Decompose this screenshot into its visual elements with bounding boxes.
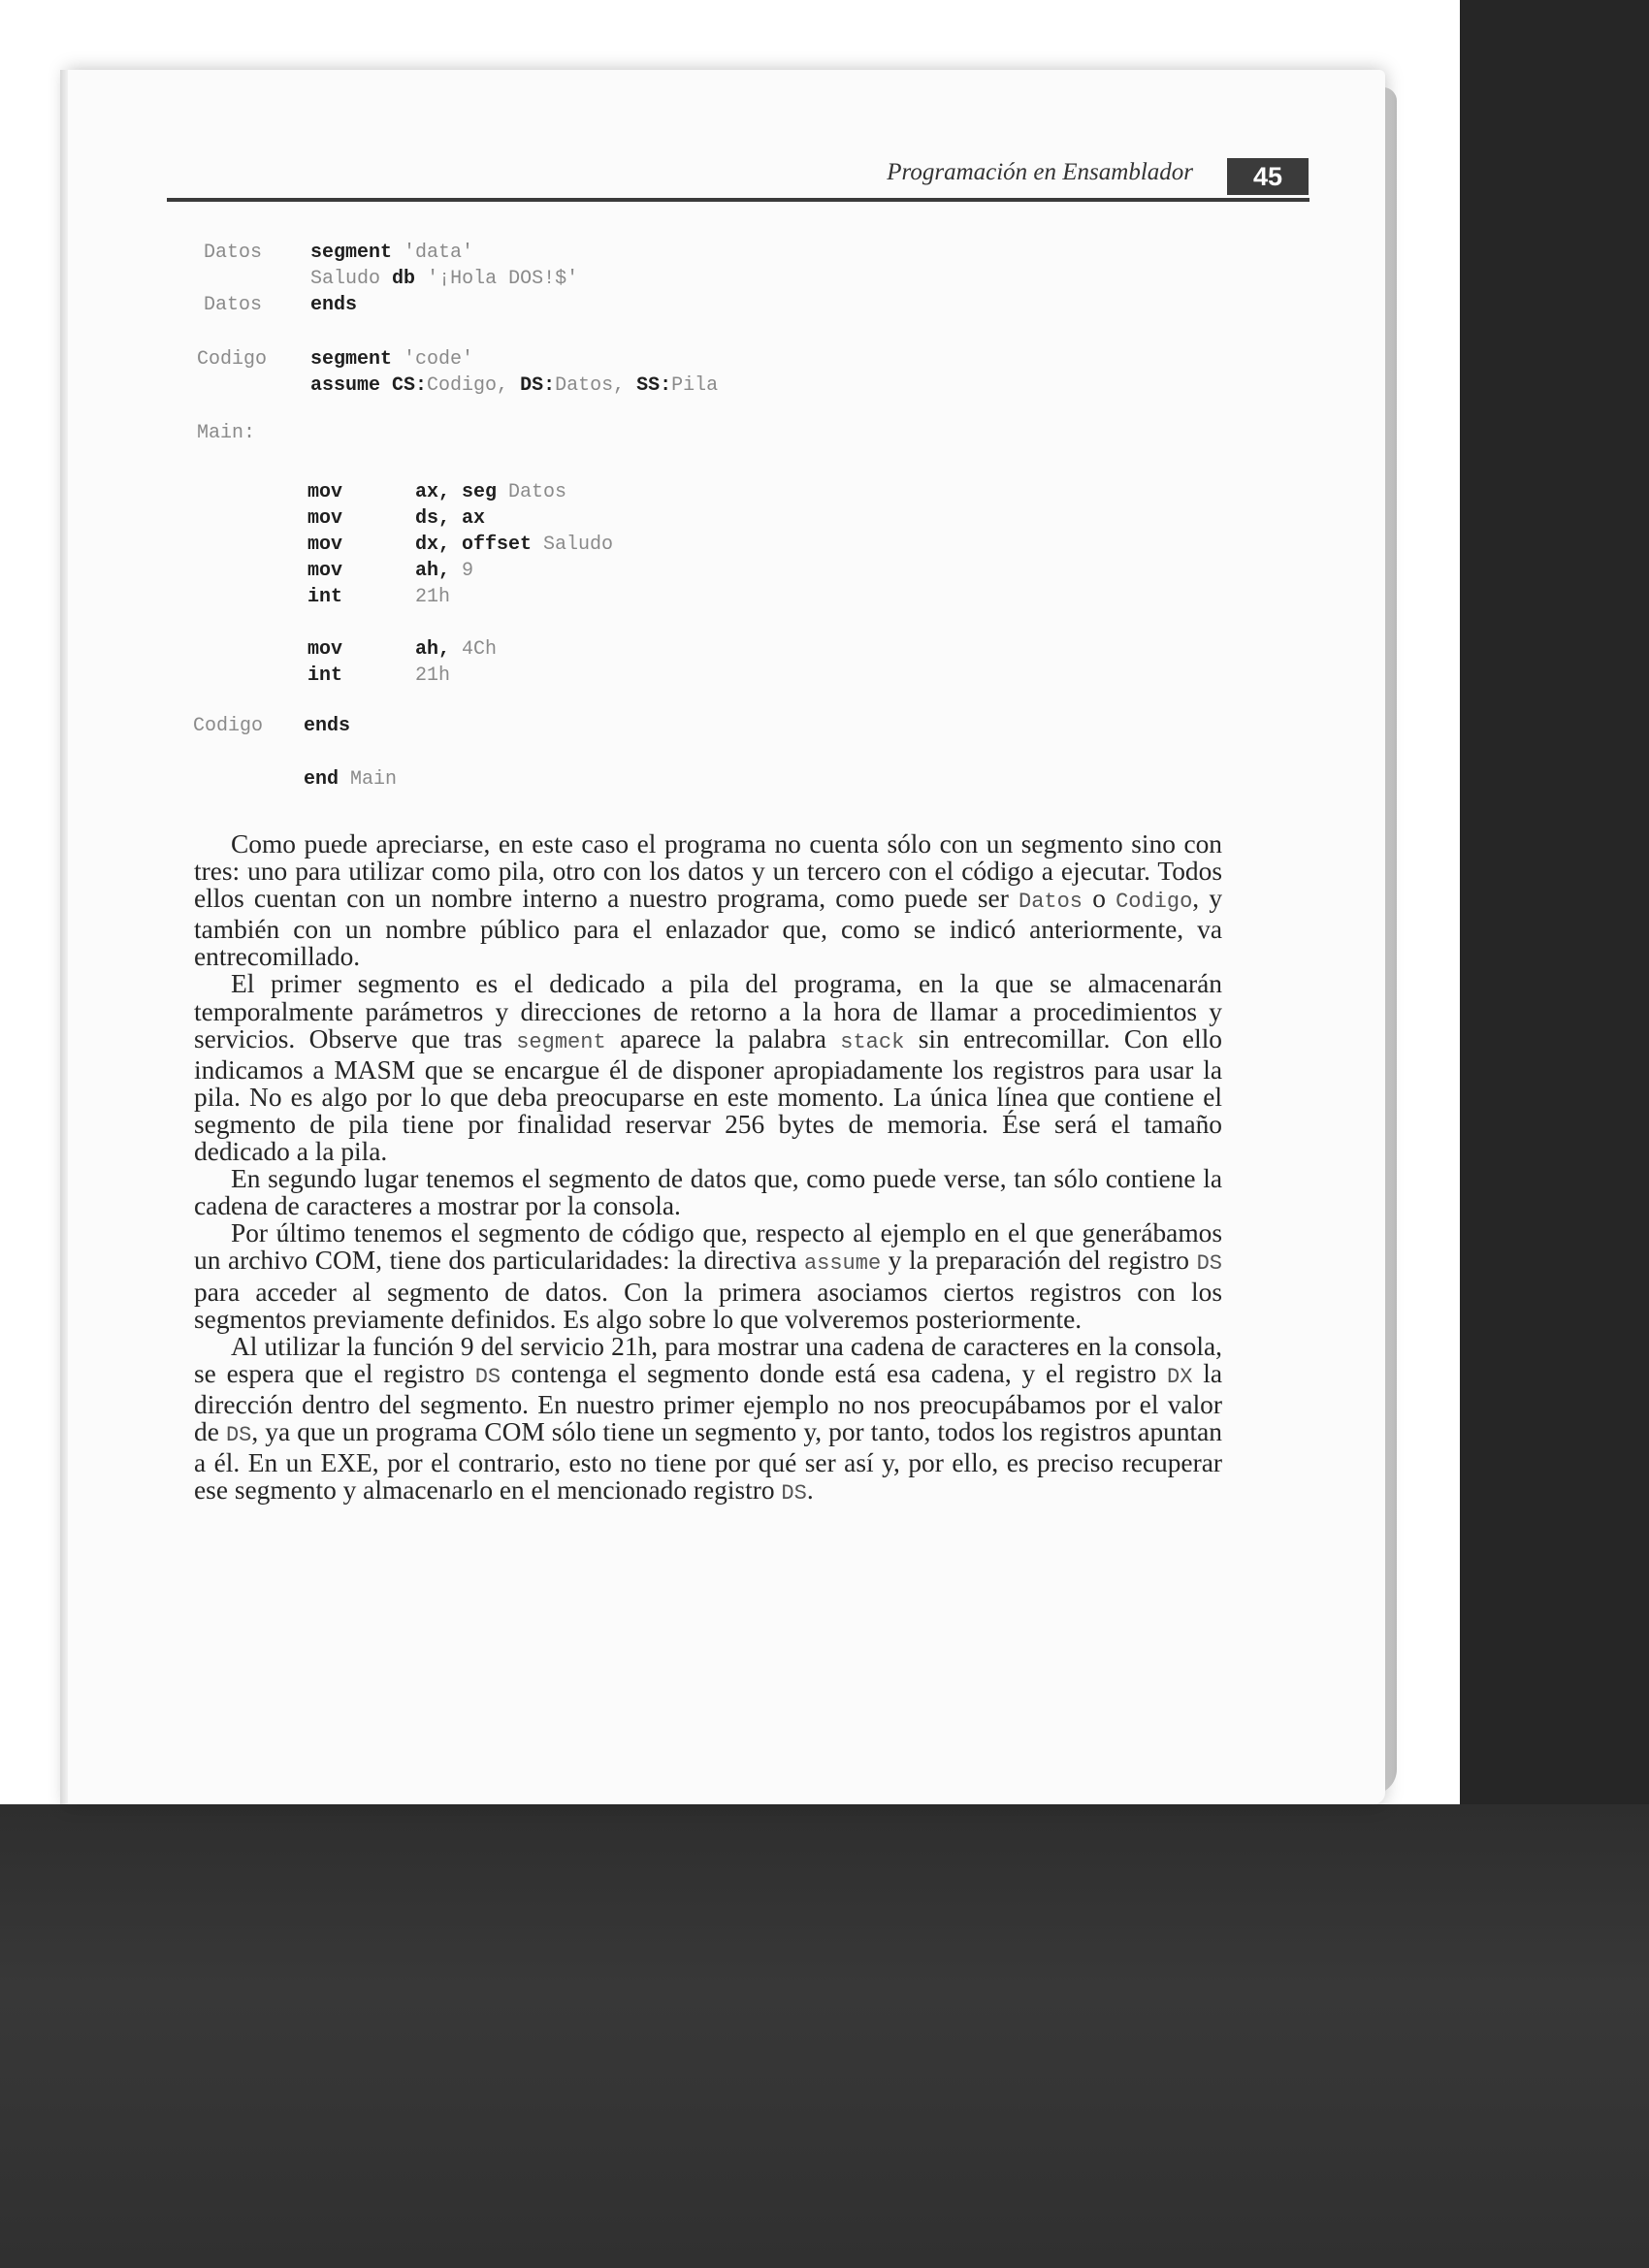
text-run: , ya que un programa COM sólo tiene un segmento y, por tanto, todos los registros apuntan a él. En un EXE, por el contrario, esto no tiene por qué ser así y, por ello, es preciso recuperar ese segmento y almacenarlo en el mencionado registro bbox=[194, 1416, 1223, 1506]
code-line bbox=[310, 373, 718, 399]
text-run: sin entrecomillar. Con ello indicamos a MASM que se encargue él de disponer apropiadamente los registros para usar la pila. No es algo por lo que deba preocuparse en este momento. La única línea que contiene el segmento de pila tiene por finalidad reservar 256 bytes de memoria. Ése será el tamaño dedicado a la pila. bbox=[194, 1023, 1222, 1167]
code-line bbox=[197, 420, 255, 446]
code-identifier: Datos bbox=[508, 481, 567, 503]
code-line bbox=[415, 479, 566, 505]
code-keyword: db bbox=[392, 268, 416, 290]
code-line bbox=[307, 636, 342, 663]
inline-code: DS bbox=[474, 1364, 501, 1389]
code-operands: ax, seg bbox=[415, 481, 498, 503]
code-identifier: 4Ch bbox=[462, 638, 498, 661]
code-op: mov bbox=[307, 560, 343, 582]
inline-code: Datos bbox=[1018, 890, 1083, 915]
book-spine bbox=[60, 70, 68, 1804]
code-identifier: 9 bbox=[462, 560, 474, 582]
code-operands: dx, offset bbox=[415, 534, 533, 556]
code-register: DS: bbox=[520, 374, 556, 397]
header-rule bbox=[167, 198, 1310, 202]
text-run: para acceder al segmento de datos. Con la primera asociamos ciertos registros con los segmentos previamente definidos. Es algo sobre lo que volveremos posteriormente. bbox=[194, 1277, 1222, 1334]
code-line bbox=[310, 292, 357, 318]
code-identifier: Saludo bbox=[543, 534, 614, 556]
inline-code: Codigo bbox=[1116, 890, 1193, 915]
code-keyword: ends bbox=[304, 715, 351, 737]
inline-code: DS bbox=[781, 1481, 807, 1507]
inline-code: assume bbox=[803, 1251, 882, 1277]
paragraph bbox=[194, 970, 1222, 1165]
code-string: '¡Hola DOS!$' bbox=[427, 268, 579, 290]
code-line bbox=[197, 346, 267, 373]
text-run: . bbox=[806, 1475, 814, 1506]
code-line bbox=[304, 713, 350, 739]
paragraph bbox=[194, 1333, 1222, 1508]
code-op: mov bbox=[307, 507, 343, 530]
code-keyword: segment bbox=[310, 348, 393, 371]
code-op: mov bbox=[307, 638, 343, 661]
code-keyword: segment bbox=[310, 242, 393, 264]
text-run: aparece la palabra bbox=[605, 1023, 841, 1053]
inline-code: segment bbox=[516, 1029, 606, 1054]
text-run: Como puede apreciarse, en este caso el programa no cuenta sólo con un segmento sino con tres: uno para utilizar como pila, otro con los datos y un tercero con el código a ejecutar. Todos ellos cuentan con un nombre interno a nuestro programa, como puede ser bbox=[194, 829, 1222, 914]
text-run: la dirección dentro del segmento. En nuestro primer ejemplo no nos preocupábamos por el valor de bbox=[194, 1358, 1222, 1446]
code-label: Datos bbox=[204, 242, 263, 264]
text-run: Por último tenemos el segmento de código que, respecto al ejemplo en el que generábamos un archivo COM, tiene dos particularidades: la directiva bbox=[194, 1218, 1222, 1276]
code-operands: ah, bbox=[415, 560, 451, 582]
code-identifier: Main bbox=[350, 768, 398, 791]
code-label: Datos bbox=[204, 294, 263, 316]
code-arg: 'data' bbox=[404, 242, 474, 264]
inline-code: DS bbox=[1196, 1251, 1222, 1277]
code-op: int bbox=[307, 664, 343, 687]
code-identifier: 21h bbox=[415, 586, 451, 608]
text-run: El primer segmento es el dedicado a pila del programa, en la que se almacenarán temporalmente parámetros y direcciones de retorno a la hora de llamar a procedimientos y servicios. Observe que tras bbox=[194, 969, 1222, 1053]
code-register: SS: bbox=[636, 374, 672, 397]
code-label: Main: bbox=[197, 422, 256, 444]
code-label: Codigo bbox=[197, 348, 268, 371]
code-arg: 'code' bbox=[404, 348, 474, 371]
inline-code: DX bbox=[1167, 1364, 1193, 1389]
code-operands: ah, bbox=[415, 638, 451, 661]
text-run: contenga el segmento donde está esa cadena, y el registro bbox=[501, 1358, 1168, 1388]
body-text bbox=[194, 830, 1222, 1507]
page-number: 45 bbox=[1227, 158, 1309, 195]
code-line bbox=[310, 346, 473, 373]
code-identifier: Saludo bbox=[310, 268, 381, 290]
code-line bbox=[307, 505, 342, 532]
code-identifier: Datos, bbox=[555, 374, 626, 397]
code-line bbox=[307, 584, 342, 610]
code-line bbox=[307, 663, 342, 689]
code-line bbox=[310, 266, 578, 292]
inline-code: DS bbox=[225, 1422, 252, 1447]
code-keyword: end bbox=[304, 768, 340, 791]
code-identifier: Codigo, bbox=[427, 374, 509, 397]
code-line bbox=[415, 663, 450, 689]
code-line bbox=[204, 240, 262, 266]
text-run: o bbox=[1083, 884, 1116, 914]
code-op: int bbox=[307, 586, 343, 608]
code-line bbox=[307, 558, 342, 584]
code-line bbox=[415, 505, 485, 532]
text-run: y la preparación del registro bbox=[881, 1246, 1197, 1276]
scanner-dark-margin-bottom bbox=[0, 1804, 1649, 2268]
code-identifier: Pila bbox=[671, 374, 719, 397]
code-operands: ds, ax bbox=[415, 507, 486, 530]
code-line bbox=[304, 766, 397, 793]
code-line bbox=[307, 479, 342, 505]
code-line bbox=[415, 532, 613, 558]
code-op: mov bbox=[307, 481, 343, 503]
running-head: Programación en Ensamblador bbox=[887, 159, 1193, 185]
code-op: mov bbox=[307, 534, 343, 556]
paragraph bbox=[194, 1219, 1222, 1332]
inline-code: stack bbox=[840, 1029, 905, 1054]
code-keyword: ends bbox=[310, 294, 358, 316]
paragraph: En segundo lugar tenemos el segmento de datos que, como puede verse, tan sólo contiene la cadena de caracteres a mostrar por la consola. bbox=[194, 1164, 1222, 1221]
code-identifier: 21h bbox=[415, 664, 451, 687]
code-label: Codigo bbox=[193, 715, 264, 737]
code-keyword: assume bbox=[310, 374, 381, 397]
code-line bbox=[193, 713, 263, 739]
text-run: , y también con un nombre público para el enlazador que, como se indicó anteriormente, va entrecomillado. bbox=[194, 884, 1223, 972]
text-run: Al utilizar la función 9 del servicio 21h, para mostrar una cadena de caracteres en la consola, se espera que el registro bbox=[194, 1331, 1222, 1388]
code-line bbox=[204, 292, 262, 318]
code-line bbox=[415, 584, 450, 610]
code-line bbox=[415, 636, 497, 663]
paragraph bbox=[194, 830, 1222, 970]
code-register: CS: bbox=[392, 374, 428, 397]
code-line bbox=[415, 558, 473, 584]
code-line bbox=[310, 240, 473, 266]
code-line bbox=[307, 532, 342, 558]
